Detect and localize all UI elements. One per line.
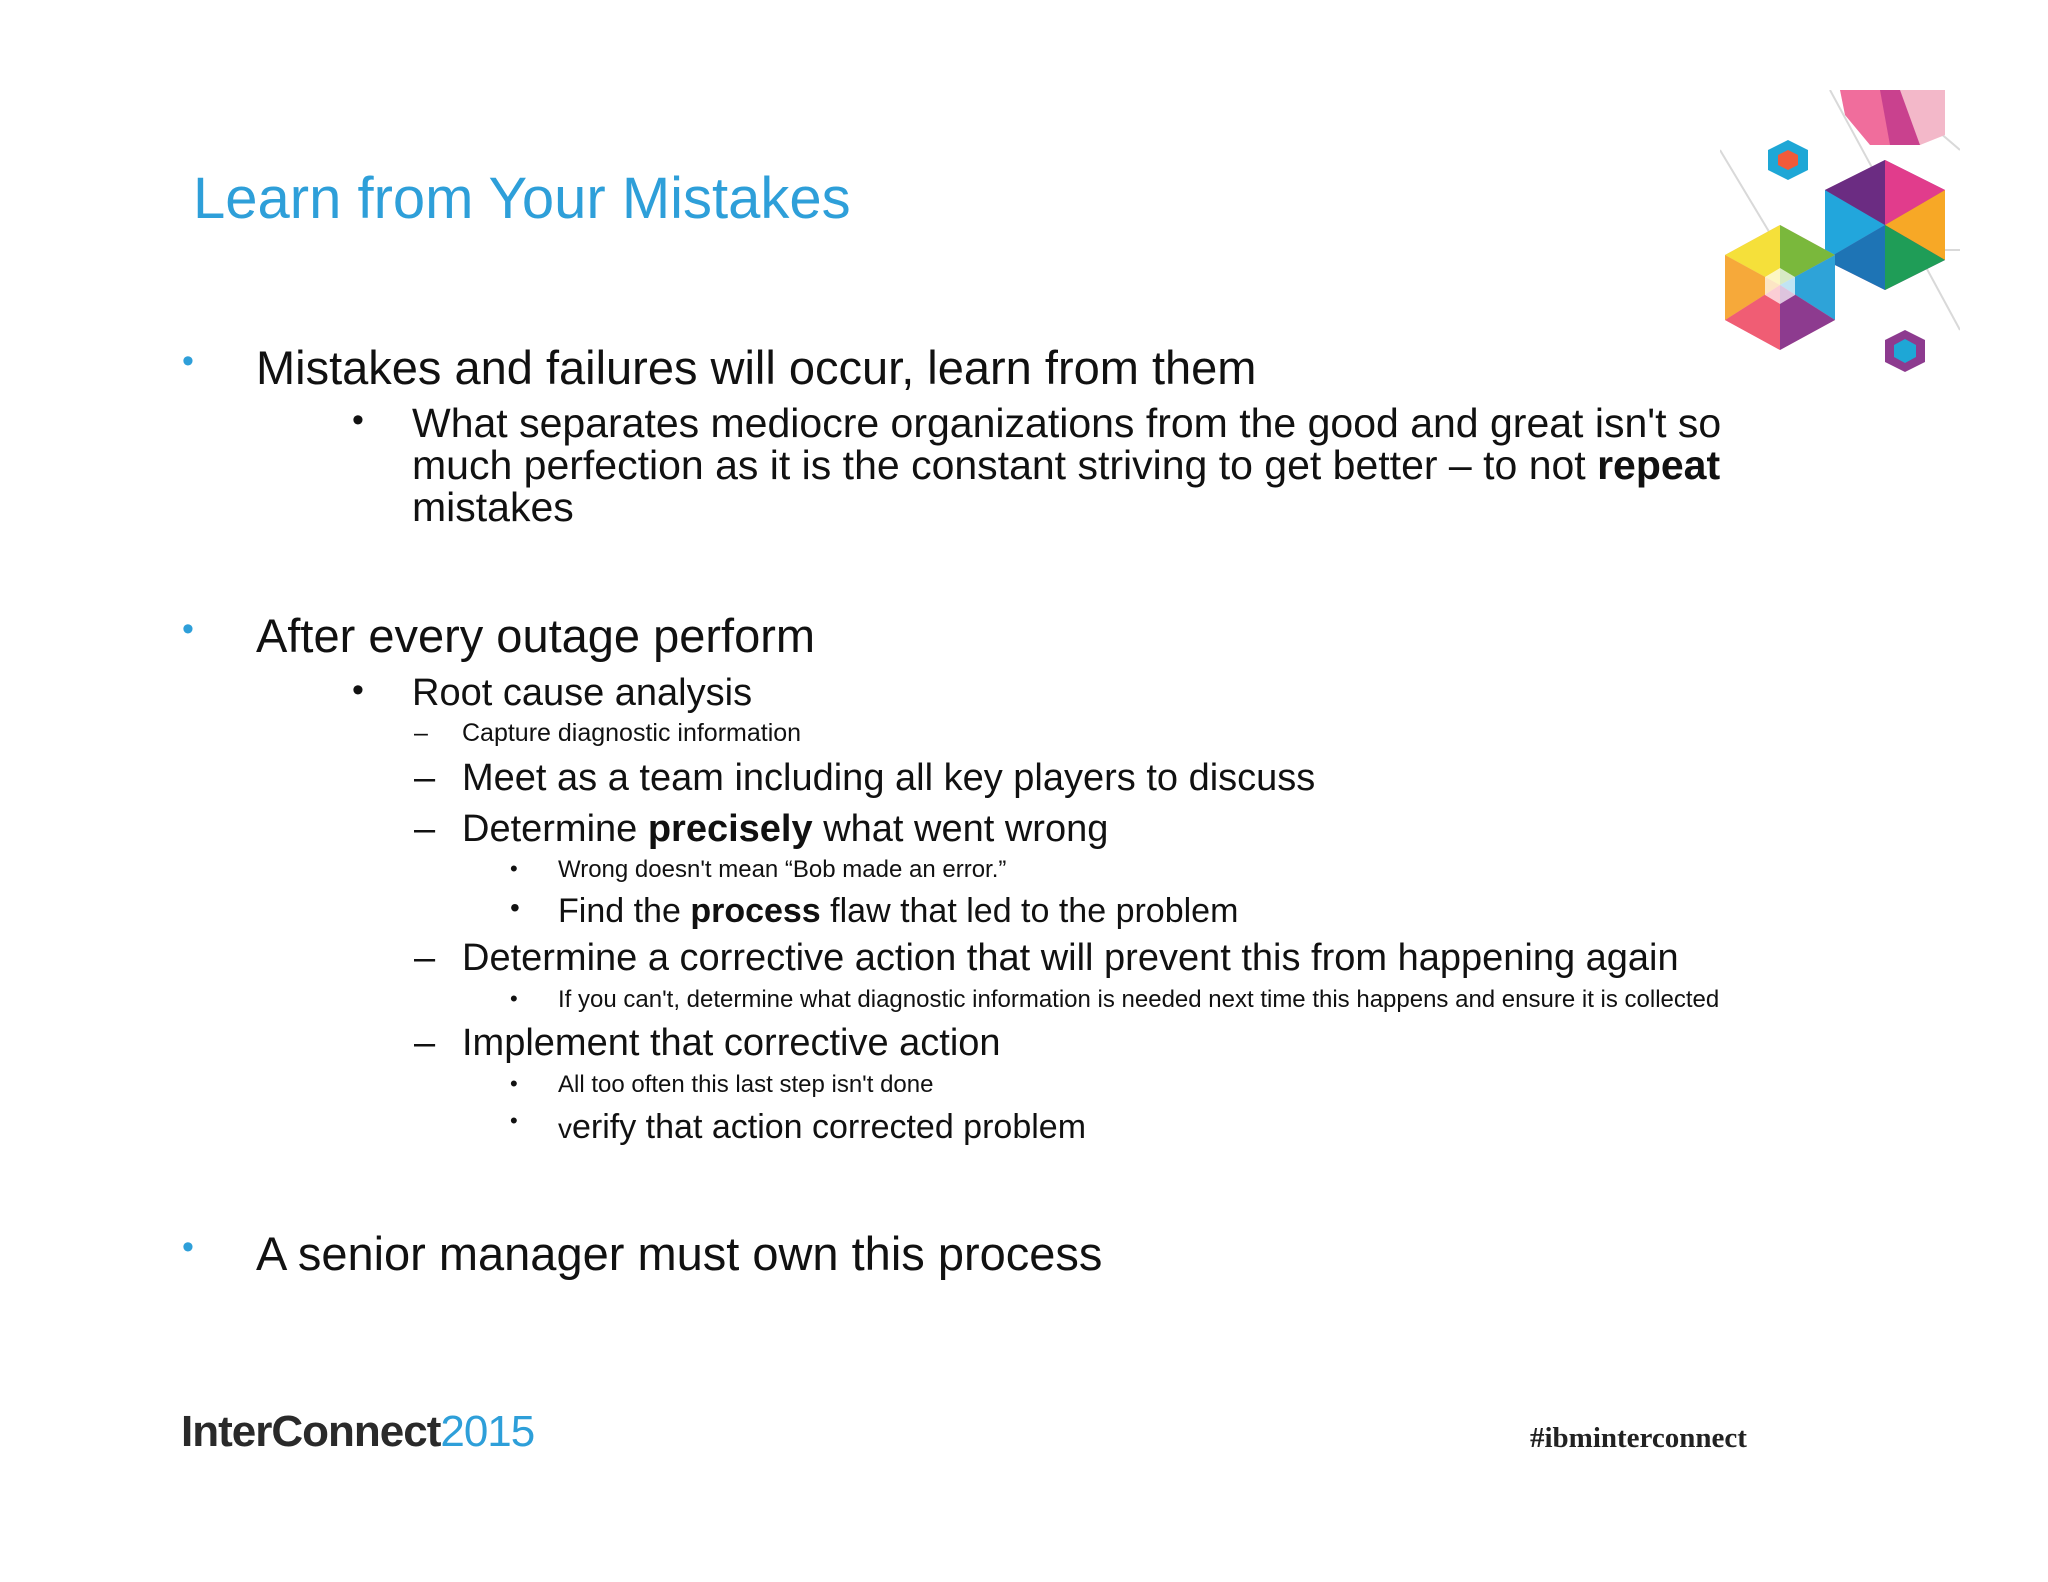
- sub-bullet-root-cause: Root cause analysis: [412, 672, 753, 714]
- sub-sub-bullet-icon: •: [510, 986, 518, 1011]
- dash-icon: –: [414, 1022, 436, 1064]
- dash-item-determine: Determine precisely what went wrong: [462, 808, 1109, 850]
- item-all-too-often: All too often this last step isn't done: [558, 1071, 934, 1098]
- sub-sub-bullet-icon: •: [510, 892, 520, 923]
- bullet-after-outage: After every outage perform: [256, 609, 816, 662]
- sub-bullet-line-2: much perfection as it is the constant striving to get better – to not repeat: [412, 442, 1721, 488]
- item-if-you-cant: If you can't, determine what diagnostic information is needed next time this happens and ensure it is collected: [558, 986, 1720, 1013]
- sub-sub-bullet-icon: •: [510, 856, 518, 881]
- slide-title: Learn from Your Mistakes: [193, 166, 851, 231]
- bullet-senior-manager: A senior manager must own this process: [256, 1227, 1103, 1280]
- sub-sub-bullet-icon: •: [510, 1071, 518, 1096]
- bullet-mistakes: Mistakes and failures will occur, learn from them: [256, 341, 1257, 394]
- item-find-process-flaw: Find the process flaw that led to the problem: [558, 892, 1239, 930]
- dash-icon: –: [414, 808, 436, 850]
- sub-bullet-line-3: mistakes: [412, 484, 574, 530]
- interconnect-logo: InterConnect2015: [181, 1407, 535, 1456]
- dash-icon: –: [414, 719, 428, 747]
- sub-bullet-line-1: What separates mediocre organizations from the good and great isn't so: [412, 400, 1722, 446]
- emphasis-repeat: repeat: [1597, 442, 1721, 488]
- emphasis-precisely: precisely: [647, 808, 813, 850]
- item-verify: verify that action corrected problem: [558, 1108, 1087, 1146]
- bullet-icon: •: [182, 1228, 194, 1266]
- hexagon-logo-graphic: [1720, 90, 1960, 390]
- hashtag-label: #ibminterconnect: [1530, 1422, 1747, 1454]
- sub-bullet-icon: •: [352, 401, 364, 439]
- dash-item-implement: Implement that corrective action: [462, 1022, 1001, 1064]
- dash-item-corrective: Determine a corrective action that will prevent this from happening again: [462, 937, 1679, 979]
- dash-item-meet: Meet as a team including all key players to discuss: [462, 757, 1316, 799]
- emphasis-process: process: [690, 892, 821, 930]
- bullet-icon: •: [182, 610, 194, 648]
- dash-icon: –: [414, 757, 436, 799]
- dash-icon: –: [414, 937, 436, 979]
- sub-bullet-icon: •: [352, 671, 364, 709]
- dash-item-capture: Capture diagnostic information: [462, 719, 802, 747]
- item-wrong-doesnt-mean: Wrong doesn't mean “Bob made an error.”: [558, 856, 1007, 883]
- bullet-icon: •: [182, 342, 194, 380]
- sub-sub-bullet-icon: •: [510, 1108, 518, 1133]
